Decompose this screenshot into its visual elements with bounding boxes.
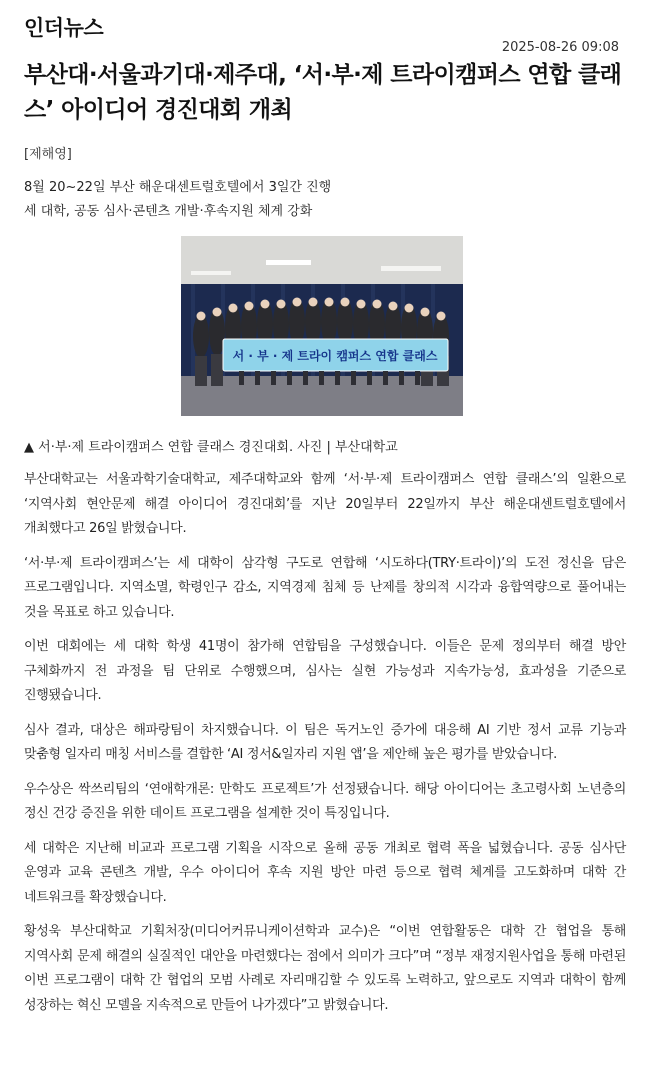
paragraph: 세 대학은 지난해 비교과 프로그램 기획을 시작으로 올해 공동 개최로 협력 폭을 넓혔습니다. 공동 심사단 운영과 교육 콘텐츠 개발, 우수 아이디어 후속 지원 방안 마련 등으로 협력 체계를 고도화하며 대학 간 네트워크를 확장했습니다. <box>24 840 626 905</box>
photo-banner-text: 서 · 부 · 제 트라이 캠퍼스 연합 클래스 <box>232 349 438 363</box>
paragraph: 황성욱 부산대학교 기획처장(미디어커뮤니케이션학과 교수)은 “이번 연합활동은 대학 간 협업을 통해 지역사회 문제 해결의 실질적인 대안을 마련했다는 점에서 의미가 크다”며 “정부 재정지원사업을 통해 마련된 이번 프로그램이 대학 간 협업의 모범 사례로 자리매김할 수 있도록 노력하고, 앞으로도 지역과 대학이 함께 성장하는 혁신 모델을 지속적으로 만들어 나가겠다”고 밝혔습니다. <box>24 924 626 1013</box>
byline: [제해영] <box>24 147 72 162</box>
paragraph: 심사 결과, 대상은 해파랑팀이 차지했습니다. 이 팀은 독거노인 증가에 대응해 AI 기반 정서 교류 기능과 맞춤형 일자리 매칭 서비스를 결합한 ‘AI 정서&일자리 지원 앱’을 제안해 높은 평가를 받았습니다. <box>24 722 626 762</box>
paragraph: 이번 대회에는 세 대학 학생 41명이 참가해 연합팀을 구성했습니다. 이들은 문제 정의부터 해결 방안 구체화까지 전 과정을 팀 단위로 수행했으며, 심사는 실현 가능성과 지속가능성, 효과성을 기준으로 진행됐습니다. <box>24 639 626 703</box>
photo-ceiling <box>181 236 463 286</box>
paragraph: 부산대학교는 서울과학기술대학교, 제주대학교와 함께 ‘서·부·제 트라이캠퍼스 연합 클래스’의 일환으로 ‘지역사회 현안문제 해결 아이디어 경진대회’를 지난 20일부터 22일까지 부산 해운대센트럴호텔에서 개최했다고 26일 밝혔습니다. <box>24 472 626 536</box>
site-logo[interactable]: 인더뉴스 <box>24 16 104 40</box>
photo-caption: ▲ 서·부·제 트라이캠퍼스 연합 클래스 경진대회. 사진 | 부산대학교 <box>24 440 398 455</box>
paragraph: 우수상은 싹쓰리팀의 ‘연애학개론: 만학도 프로젝트’가 선정됐습니다. 해당 아이디어는 초고령사회 노년층의 정신 건강 증진을 위한 데이트 프로그램을 설계한 것이 특징입니다. <box>24 781 626 821</box>
subheading-line: 8월 20~22일 부산 해운대센트럴호텔에서 3일간 진행 <box>24 180 332 195</box>
article-photo <box>181 236 463 416</box>
paragraph: ‘서·부·제 트라이캠퍼스’는 세 대학이 삼각형 구도로 연합해 ‘시도하다(TRY·트라이)’의 도전 정신을 담은 프로그램입니다. 지역소멸, 학령인구 감소, 지역경제 침체 등 난제를 창의적 시각과 융합역량으로 풀어내는 것을 목표로 하고 있습니다. <box>24 555 626 620</box>
article-body <box>24 468 626 1028</box>
publish-date: 2025-08-26 09:08 <box>501 40 619 55</box>
article-title: 부산대·서울과기대·제주대, ‘서·부·제 트라이캠퍼스 연합 클래스’ 아이디어 경진대회 개최 <box>24 62 622 123</box>
subheadings <box>24 176 331 224</box>
subheading-line: 세 대학, 공동 심사·콘텐츠 개발·후속지원 체계 강화 <box>24 204 313 219</box>
